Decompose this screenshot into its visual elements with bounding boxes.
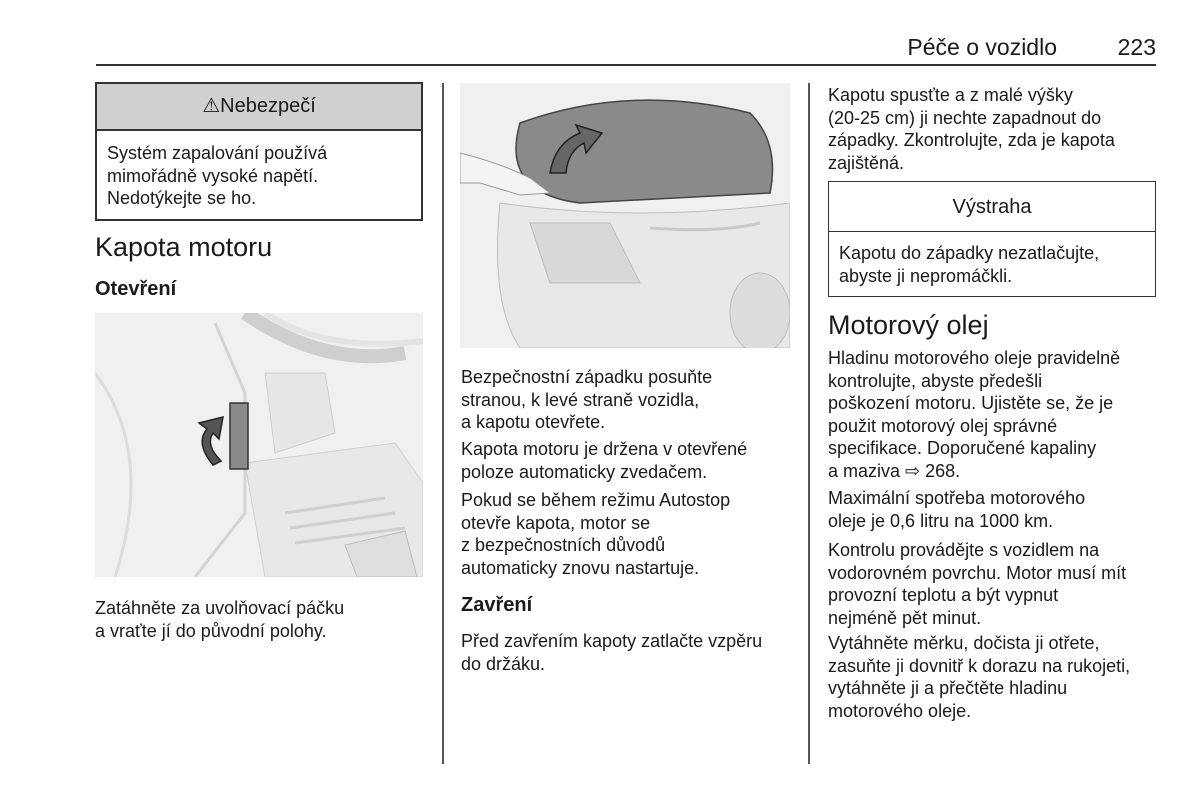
text-line: provozní teplotu a být vypnut: [828, 585, 1059, 605]
text-line: Zatáhněte za uvolňovací páčku: [95, 598, 345, 618]
text-line: Nedotýkejte se ho.: [107, 188, 257, 208]
text-line: z bezpečnostních důvodů: [461, 535, 666, 555]
text-line: (20-25 cm) ji nechte zapadnout do: [828, 107, 1102, 128]
text-line: motorového oleje.: [828, 700, 972, 721]
text-line: specifikace. Doporučené kapaliny: [828, 438, 1097, 458]
release-lever-illustration: [95, 313, 423, 577]
caution-box: [828, 181, 1156, 297]
column-divider-2: [808, 83, 810, 764]
text-line: Maximální spotřeba motorového: [828, 488, 1086, 508]
page-reference-arrow-icon: ⇨: [905, 460, 921, 481]
page-reference-link[interactable]: 268.: [920, 460, 961, 481]
text-line-with-reference: [828, 460, 1120, 483]
danger-title: Nebezpečí: [220, 95, 316, 117]
text-line: Kapotu spusťte a z malé výšky: [828, 85, 1073, 105]
paragraph-closing: [461, 630, 762, 675]
text-line: nejméně pět minut.: [828, 607, 982, 628]
text-line: zajištěná.: [828, 152, 905, 173]
danger-box-header: [97, 84, 421, 131]
hood-opening-illustration: [460, 83, 790, 348]
reference-prefix: a maziva: [828, 460, 906, 481]
running-header-title: Péče o vozidlo: [907, 34, 1057, 60]
text-line: a vraťte jí do původní polohy.: [95, 620, 327, 641]
subheading-closing: Zavření: [461, 594, 533, 616]
paragraph-oil-consumption: [828, 487, 1085, 532]
text-line: oleje je 0,6 litru na 1000 km.: [828, 510, 1054, 531]
section-heading-hood: Kapota motoru: [95, 232, 273, 262]
header-rule: [96, 64, 1156, 66]
subheading-opening: Otevření: [95, 278, 177, 300]
paragraph-autostop: [461, 489, 730, 579]
text-line: Vytáhněte měrku, dočista ji otřete,: [828, 633, 1100, 653]
paragraph-check-conditions: [828, 539, 1126, 629]
text-line: Systém zapalování používá: [107, 143, 328, 163]
paragraph-dipstick: [828, 632, 1130, 722]
caution-title: Výstraha: [829, 182, 1155, 232]
paragraph-latch: [461, 366, 712, 434]
text-line: Kontrolu provádějte s vozidlem na: [828, 540, 1100, 560]
text-line: zasuňte ji dovnitř k dorazu na rukojeti,: [828, 655, 1131, 676]
text-line: Pokud se během režimu Autostop: [461, 490, 731, 510]
text-line: Kapota motoru je držena v otevřené: [461, 439, 748, 459]
release-lever-drawing: [95, 313, 423, 577]
text-line: použit motorový olej správné: [828, 415, 1058, 436]
text-line: vodorovném povrchu. Motor musí mít: [828, 562, 1127, 583]
text-line: poškození motoru. Ujistěte se, že je: [828, 393, 1114, 413]
section-heading-engine-oil: Motorový olej: [828, 310, 989, 340]
text-line: do držáku.: [461, 653, 546, 674]
text-line: Bezpečnostní západku posuňte: [461, 367, 713, 387]
text-line: otevře kapota, motor se: [461, 512, 651, 533]
text-line: Hladinu motorového oleje pravidelně: [828, 348, 1121, 368]
text-line: automaticky znovu nastartuje.: [461, 557, 700, 578]
paragraph-lower-hood: [828, 84, 1115, 174]
hood-drawing: [460, 83, 790, 348]
paragraph-oil-level: [828, 347, 1120, 482]
text-line: západky. Zkontrolujte, zda je kapota: [828, 130, 1115, 150]
page-number: 223: [1117, 34, 1156, 60]
text-line: abyste ji nepromáčkli.: [839, 265, 1013, 286]
danger-text: [97, 131, 421, 210]
danger-box: [95, 82, 423, 221]
text-line: kontrolujte, abyste předešli: [828, 370, 1043, 391]
text-line: a kapotu otevřete.: [461, 412, 606, 432]
caption-release: [95, 597, 344, 642]
text-line: poloze automaticky zvedačem.: [461, 461, 708, 482]
text-line: Kapotu do západky nezatlačujte,: [839, 243, 1100, 263]
caution-text: [829, 232, 1155, 287]
text-line: mimořádně vysoké napětí.: [107, 165, 319, 186]
text-line: Před zavřením kapoty zatlačte vzpěru: [461, 631, 763, 651]
text-line: stranou, k levé straně vozidla,: [461, 389, 700, 410]
paragraph-gas-strut: [461, 438, 747, 483]
text-line: vytáhněte ji a přečtěte hladinu: [828, 678, 1068, 698]
warning-triangle-icon: ⚠: [202, 95, 221, 117]
column-divider-1: [442, 83, 444, 764]
